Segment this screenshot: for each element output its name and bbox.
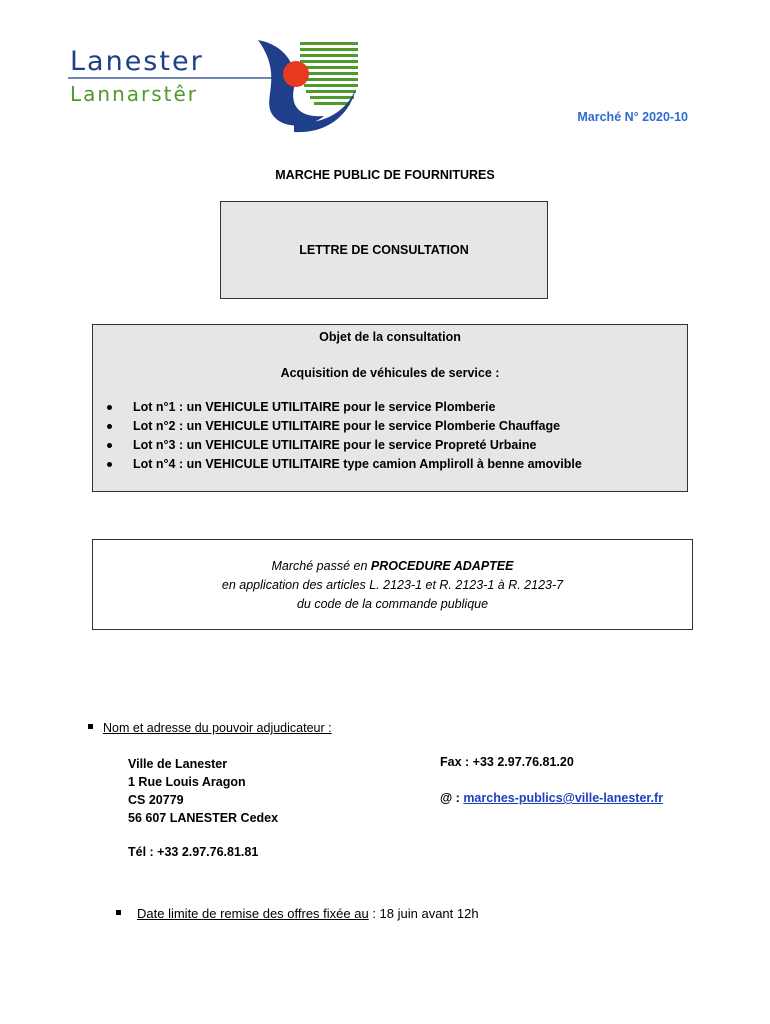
square-bullet-icon [116,910,121,915]
document-type-heading: MARCHE PUBLIC DE FOURNITURES [275,168,495,182]
bullet-icon [107,462,112,467]
procedure-line-3: du code de la commande publique [296,597,489,611]
address-block [128,755,278,827]
logo-text-lannarster: Lannarstêr [70,82,199,106]
address-line: 1 Rue Louis Aragon [128,775,246,789]
email-link[interactable]: marches-publics@ville-lanester.fr [463,791,664,805]
objet-box [92,324,688,492]
procedure-line-2: en application des articles L. 2123-1 et R. 2123-1 à R. 2123-7 [221,578,564,592]
document-title: LETTRE DE CONSULTATION [299,243,469,257]
list-item: Lot n°1 : un VEHICULE UTILITAIRE pour le service Plomberie [107,400,582,419]
logo-emblem-icon [62,36,362,136]
objet-subtitle: Acquisition de véhicules de service : [280,366,500,380]
marche-number: Marché N° 2020-10 [577,110,688,124]
address-line: 56 607 LANESTER Cedex [128,811,279,825]
address-line: Ville de Lanester [128,757,228,771]
bullet-icon [107,424,112,429]
telephone-number: Tél : +33 2.97.76.81.81 [128,845,259,859]
list-item: Lot n°2 : un VEHICULE UTILITAIRE pour le service Plomberie Chauffage [107,419,582,438]
list-item: Lot n°4 : un VEHICULE UTILITAIRE type camion Ampliroll à benne amovible [107,457,582,476]
lots-list [107,400,582,476]
procedure-box [92,539,693,630]
address-line: CS 20779 [128,793,184,807]
logo-text-lanester: Lanester [70,46,204,77]
list-item: Lot n°3 : un VEHICULE UTILITAIRE pour le service Propreté Urbaine [107,438,582,457]
contact-heading: Nom et adresse du pouvoir adjudicateur : [88,721,332,735]
fax-number: Fax : +33 2.97.76.81.20 [440,755,574,769]
procedure-line-1: Marché passé en PROCEDURE ADAPTEE [271,559,514,573]
email-line: @ : marches-publics@ville-lanester.fr [440,791,664,805]
bullet-icon [107,405,112,410]
objet-title: Objet de la consultation [319,330,461,344]
deadline-line: Date limite de remise des offres fixée au : 18 juin avant 12h [116,906,479,921]
bullet-icon [107,443,112,448]
square-bullet-icon [88,724,93,729]
title-box [220,201,548,299]
logo [62,36,362,136]
